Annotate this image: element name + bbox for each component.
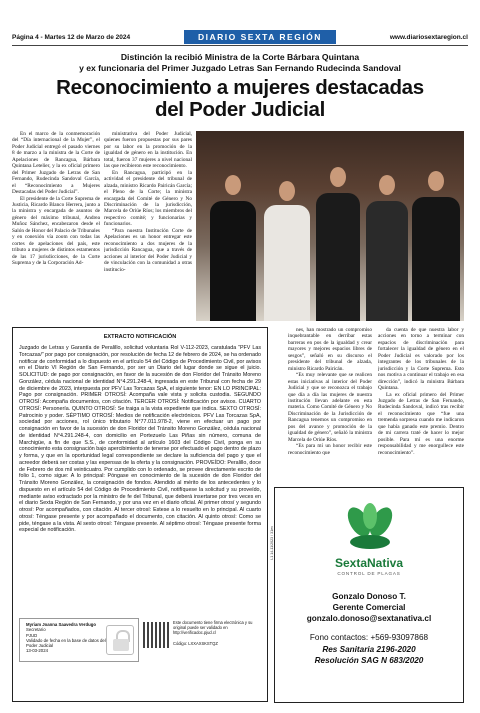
legal-extract xyxy=(12,327,268,702)
photo-person-head xyxy=(428,171,444,191)
photo-person-head xyxy=(225,175,241,195)
signer-unit: PJUD xyxy=(26,632,38,638)
qr-text: Este documento tiene firma electrónica y su original puede ser validado en http://verificadoc.pjud.cl xyxy=(173,620,253,635)
article-photo xyxy=(196,131,464,321)
qr-code-icon xyxy=(143,622,169,648)
website-link[interactable]: www.diariosextaregion.cl xyxy=(389,33,468,41)
masthead: DIARIO SEXTA REGIÓN xyxy=(184,30,336,44)
ad-resolution-1: Res Sanitaria 2196-2020 xyxy=(322,645,416,654)
paragraph: nes, han mostrado un compromiso inquebrantable en derribar estas barreras en pos de la igualdad y crear mayores y mejores espacios libres de sesgos”, señaló en su discurso el presidente del tribunal de alzada, ministro Ricardo Pairicán. xyxy=(288,327,372,372)
ad-resolution-2: Resolución SAG N 683/2020 xyxy=(314,656,424,665)
signer-date: 13-03-2024 xyxy=(26,648,48,654)
signer-note: Validado de fecha en la base de datos del Poder Judicial xyxy=(26,637,106,649)
photo-person-head xyxy=(330,167,346,187)
article-column-2 xyxy=(104,131,192,321)
paragraph: “Para nuestra Institución Corte de Apelaciones es un honor entregar este reconocimiento a dos mujeres de la jurisdicción Rancagua, que a través de acciones al interior del Poder Judicial y de vinculación con la comunidad a otras institucio- xyxy=(104,227,192,273)
photo-person-head xyxy=(279,181,295,201)
photo-person xyxy=(264,205,310,321)
paragraph: ministrativa del Poder Judicial, quienes fueron propuestas por sus pares por su labor en la promoción de la igualdad de género en la institución. En total, fueron 37 mujeres a nivel nacional las que recibieron este reconocimiento. xyxy=(104,131,192,170)
page-header xyxy=(12,30,468,44)
subheadline-line-2: y ex funcionaria del Primer Juzgado Letras San Fernando Rudecinda Sandoval xyxy=(79,63,401,73)
qr-caption xyxy=(173,620,263,646)
signer-role: Secretario xyxy=(26,627,46,633)
ad-contact-role: Gerente Comercial xyxy=(332,603,406,612)
leaf-logo-icon xyxy=(337,502,403,554)
ad-tagline: CONTROL DE PLAGAS xyxy=(337,571,401,576)
qr-code-id: Código: LXXAXSKSTQZ xyxy=(173,641,218,646)
paragraph: El presidente de la Corte Suprema de Justicia, Ricardo Blanco Herrera, junto a la ministra y encargada de asuntos de género del máximo tribunal, Andrea Muñoz Sánchez, encabezaron desde el Salón de Honor del Palacio de Tribunales y en conexión vía zoom con todas las cortes de apelaciones del país, este tributo a mujeres de distintos estamentos de las 17 jurisdicciones, de la Corte Suprema y de la Corporación Ad- xyxy=(12,195,100,267)
extract-title: EXTRACTO NOTIFICACIÓN xyxy=(103,334,177,340)
paragraph: En el marco de la conmemoración del “Día internacional de la Mujer”, el Poder Judicial entregó el pasado viernes 8 de marzo a la ministra de la Corte de Apelaciones de Rancagua, Bárbara Quintana Letelier, y la ex oficial primero del Primer Juzgado de Letras de San Fernando, Rudecinda Sandoval García, el “Reconocimiento a Mujeres Destacadas del Poder Judicial”. xyxy=(12,131,100,196)
headline-line-1: Reconocimiento a mujeres destacadas xyxy=(56,76,424,99)
article-subheadline xyxy=(12,52,468,74)
article-column-4 xyxy=(378,327,464,479)
photo-person xyxy=(412,197,460,321)
page-info: Página 4 - Martes 12 de Marzo de 2024 xyxy=(12,33,131,41)
photo-person xyxy=(316,193,360,321)
article-headline xyxy=(12,77,468,121)
side-note: I-1 14-11/2023 / 31ev xyxy=(270,526,274,560)
headline-line-2: del Poder Judicial xyxy=(154,98,326,121)
subheadline-line-1: Distinción la recibió Ministra de la Corte Bárbara Quintana xyxy=(120,52,360,62)
signer-name: Myriam Joanna Saavedra Verdugo xyxy=(26,622,96,627)
photo-person xyxy=(366,201,408,321)
photo-person xyxy=(210,201,256,321)
paragraph: “Es muy relevante que se realicen estas iniciativas al interior del Poder Judicial y que se reconozca el trabajo que día a día las mujeres de nuestra institución llevan adelante en esta materia. Como Comité de Género y No Discriminación de la Jurisdicción de Rancagua tenemos un compromiso en pos del avance y promoción de la igualdad de género”, señaló la ministra Marcela de Oriúe Ríos. xyxy=(288,372,372,443)
lock-seal-icon xyxy=(106,625,134,655)
article-column-1 xyxy=(12,131,100,321)
extract-body: Juzgado de Letras y Garantía de Peralillo, solicitud voluntaria Rol V-112-2023, caratulada “PFV Las Torcazas/” por pago por consignación, por resolución de fecha 12 de febrero de 2024, se ha ordenado notificar de conformidad a lo dispuesto en el artículo 54 del Código de Procedimiento Civil, por avisos en el Diario VI Región de San Fernando, por ser un Diario del lugar donde se sigue el juicio. SOLICITUD: de pago por consignación, en favor de la sucesión de don Floridor del Tránsito Moreno González, cédula nacional de identidad N°4.291.248-4, ingresada en este Tribunal con fecha de 29 de diciembre de 2023, interpuesta por PFV Las Torcazas SpA, el siguiente tenor: EN LO PRINCIPAL: Pago por consignación. PRIMER OTROSÍ: Acompaña vale vista y solicita custodia. SEGUNDO OTROSÍ: Acompaña documentos, con citación. TERCER OTROSÍ: Notificación por avisos. CUARTO OTROSÍ: Personería. QUINTO OTROSÍ: Se traiga a la vista expediente que indica. SEXTO OTROSÍ: Patrocinio y poder. SÉPTIMO OTROSÍ: Medios de notificación electrónicos. PFV Las Torcazas SpA, sociedad por acciones, rol único tributario N°77.011.978-2, viene en efectuar un pago por consignación en favor de la sucesión de don Floridor del Tránsito Moreno González, cédula nacional de identidad N°4.291.248-4, con domicilio en Portezuelo Las Piñas sin número, comuna de Marchigüe, a fin de que S.S., de conformidad al artículo 1603 del Código Civil, ponga en su conocimiento esta consignación bajo apercibimiento de tenerse por efectuado el pago dentro de plazo y forma, y que en la oportunidad legal correspondiente se declare la suficiencia del pago y que el acreedor deberá ser costas y las expensas de la oferta y la consignación. PROVEÍDO: Peralillo, doce de Febrero de dos mil veinticuatro. Por cumplido con lo ordenado, se provee directamente escrito de folio 1, como sigue: A lo principal: Póngase en conocimiento de la sucesión de don Floridor del Tránsito Moreno González, la consignación de fondos. Atendido al mérito de los antecedentes y lo dispuesto en el artículo 54 del Código de Procedimiento Civil, notifíquese la solicitud y su proveído, mediante aviso extractado por la ministro de fe del Tribunal, que deberá insertarse por tres veces en el diario Sexta Región de San Fernando, y por una vez en el diario oficial. Al primer otrosí y segundo otrosí: Por acompañados, con citación. Al tercer otrosí: Estese a lo resuelto en lo principal. Al cuarto otrosí: Téngase presente y por acompañado el documento, con citación. Al quinto otrosí: Como se pide, téngase a la vista. Al sexto otrosí: Téngase presente. Al séptimo otrosí: Téngase presente forma especial de notificación. xyxy=(19,345,261,534)
header-rule xyxy=(12,45,468,46)
paragraph: da cuenta de que nuestra labor y acciones en torno a terminar con espacios de discriminación para fortalecer la igualdad de género en el Poder Judicial es valorado por los integrantes de los tribunales de la jurisdicción y la Corte Suprema. Esto nos motiva a continuar el trabajo en esa dirección”, indicó la ministra Bárbara Quintana. xyxy=(378,327,464,392)
paragraph: En Rancagua, participó en la actividad el presidente del tribunal de alzada, ministro Ricardo Pairicán García; el Pleno de la Corte; la ministra encargada del Comité de Género y No Discriminación de la jurisdicción, Marcela de Oriúe Ríos; los miembros del respectivo comité; y funcionarias y funcionarios. xyxy=(104,169,192,228)
ad-contact-name: Gonzalo Donoso T. xyxy=(332,592,406,601)
advertisement xyxy=(274,487,464,703)
signature-box xyxy=(19,618,139,662)
photo-person-head xyxy=(379,175,395,195)
article-column-3 xyxy=(288,327,372,479)
paragraph: “Es para mí un honor recibir este reconocimiento que xyxy=(288,443,372,456)
ad-phone: Fono contactos: +569-93097868 xyxy=(309,633,429,642)
ad-email-link[interactable]: gonzalo.donoso@sextanativa.cl xyxy=(306,614,432,623)
ad-brand: SextaNativa xyxy=(334,556,404,570)
paragraph: La ex oficial primero del Primer Juzgado de Letras de San Fernando, Rudecinda Sandoval, indicó tras recibir el reconocimiento que “fue una tremenda sorpresa cuando me indicaron que había ganado este premio. Dentro de mi carrera traté de hacer lo mejor posible. Para mí es una enorme responsabilidad y me enorgullece este reconocimiento”. xyxy=(378,391,464,456)
